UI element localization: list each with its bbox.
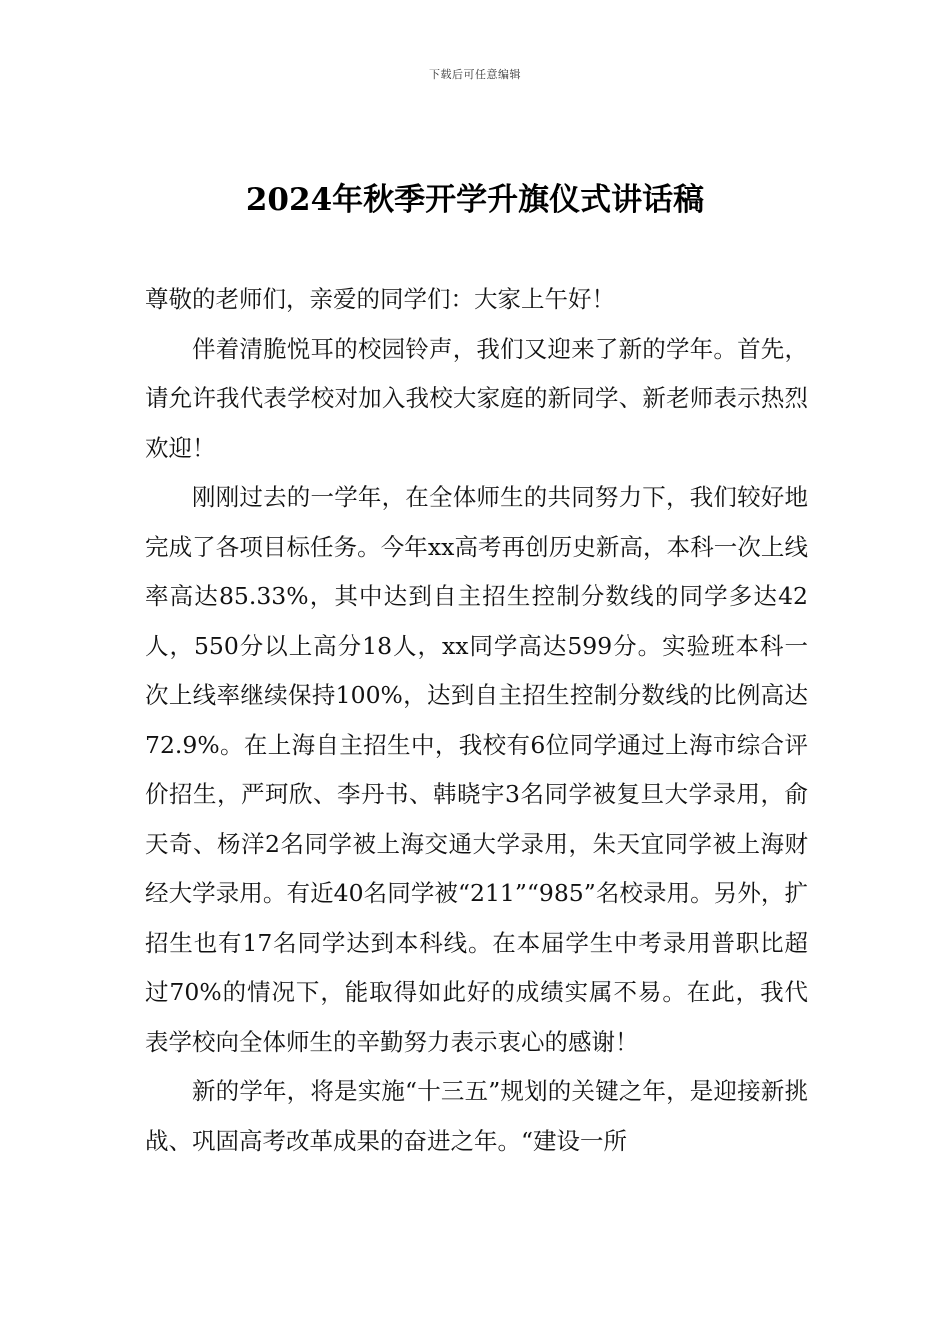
body-paragraph: 刚刚过去的一学年，在全体师生的共同努力下，我们较好地完成了各项目标任务。今年xx高考再创历史新高，本科一次上线率高达85.33%，其中达到自主招生控制分数线的同学多达42人，550分以上高分18人，xx同学高达599分。实验班本科一次上线率继续保持100%，达到自主招生控制分数线的比例高达72.9%。在上海自主招生中，我校有6位同学通过上海市综合评价招生，严珂欣、李丹书、韩晓宇3名同学被复旦大学录用，俞天奇、杨洋2名同学被上海交通大学录用，朱天宜同学被上海财经大学录用。有近40名同学被“211”“985”名校录用。另外，扩招生也有17名同学达到本科线。在本届学生中考录用普职比超过70%的情况下，能取得如此好的成绩实属不易。在此，我代表学校向全体师生的辛勤努力表示衷心的感谢！	[145, 483, 808, 1056]
salutation-paragraph: 尊敬的老师们，亲爱的同学们：大家上午好！	[145, 285, 615, 313]
document-title: 2024年秋季开学升旗仪式讲话稿	[245, 182, 705, 218]
header-note: 下载后可任意编辑	[429, 68, 521, 81]
document-body	[145, 275, 808, 1166]
body-paragraph: 新的学年，将是实施“十三五”规划的关键之年，是迎接新挑战、巩固高考改革成果的奋进之年。“建设一所	[145, 1077, 808, 1155]
body-paragraph: 伴着清脆悦耳的校园铃声，我们又迎来了新的学年。首先，请允许我代表学校对加入我校大家庭的新同学、新老师表示热烈欢迎！	[145, 334, 808, 462]
